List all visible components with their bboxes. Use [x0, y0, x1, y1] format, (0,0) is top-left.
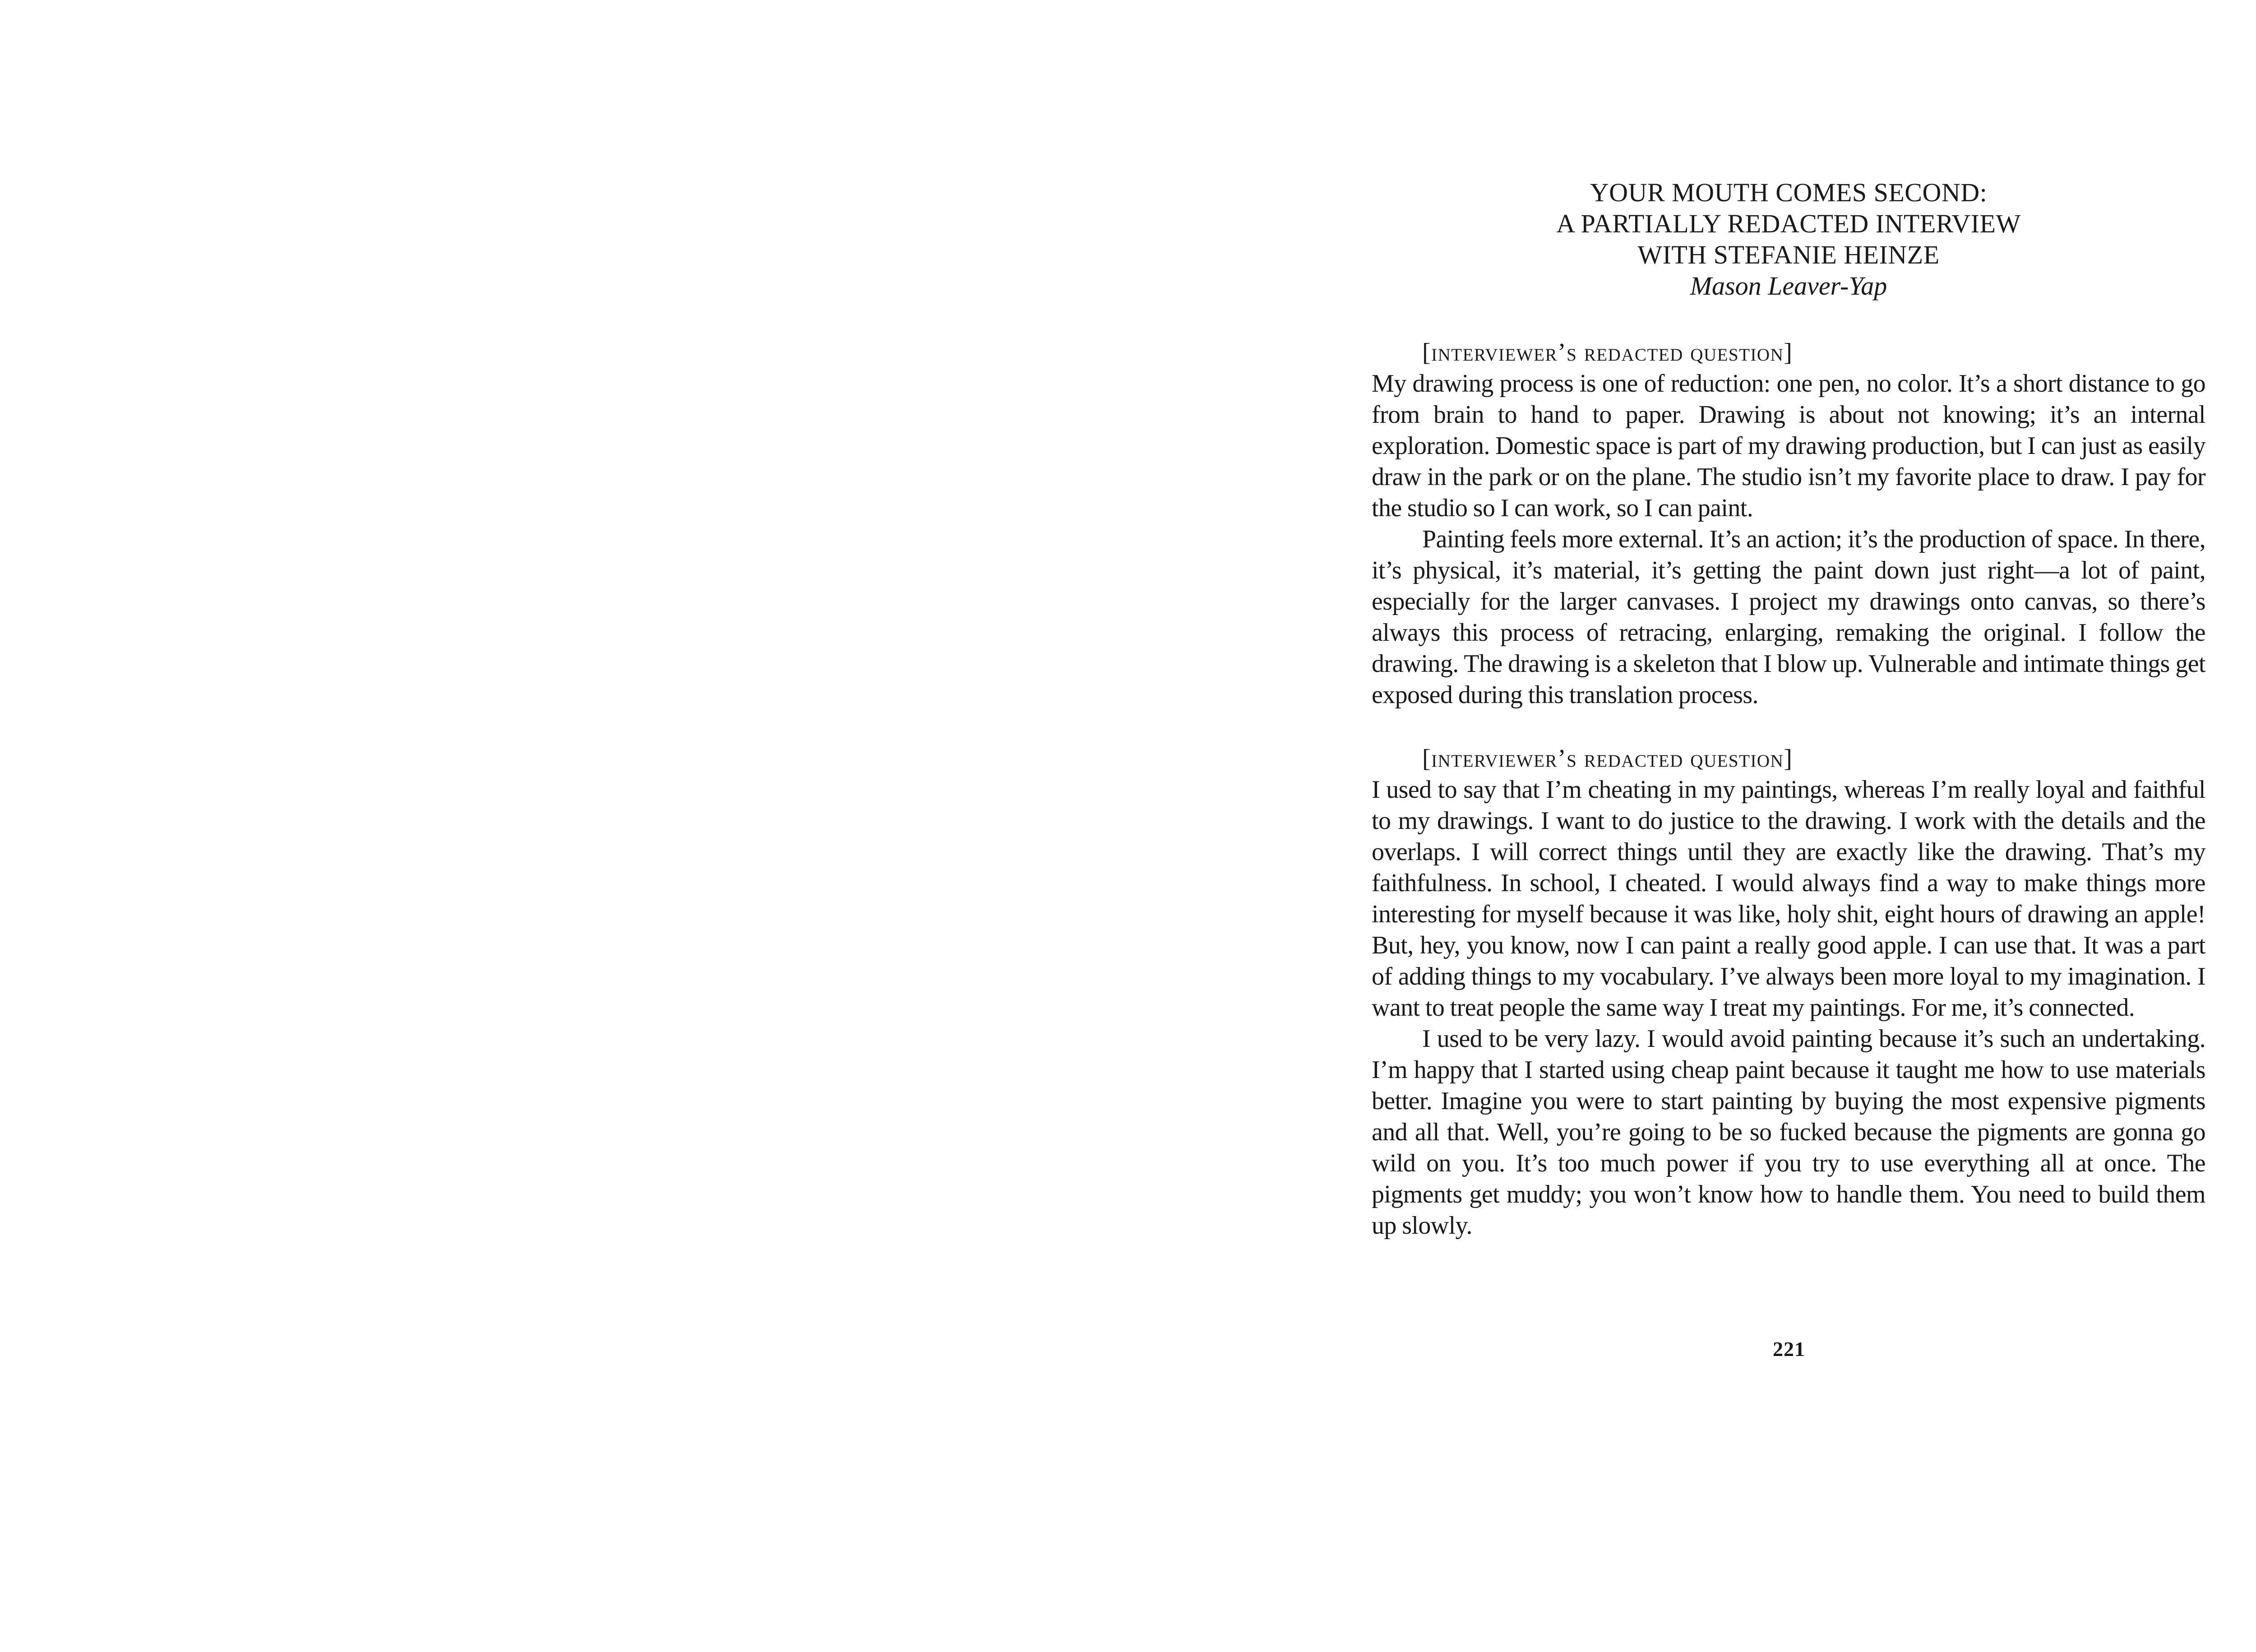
- redacted-question-2: [interviewer’s redacted question]: [1422, 745, 1793, 773]
- title-line-3: WITH STEFANIE HEINZE: [1637, 240, 1940, 269]
- title-line-1: YOUR MOUTH COMES SECOND:: [1590, 178, 1988, 207]
- answer-paragraph: My drawing process is one of reduction: one pen, no color. It’s a short distance to go from brain to hand to paper. Drawing is about not knowing; it’s an internal exploration. Domestic space is part of my drawing production, but I can just as easily draw in the park or on the plane. The studio isn’t my favorite place to draw. I pay for the studio so I can work, so I can paint.: [1372, 370, 2205, 522]
- answer-paragraph: I used to be very lazy. I would avoid painting because it’s such an undertaking. I’m happy that I started using cheap paint because it taught me how to use materials better. Imagine you were to start painting by buying the most expensive pigments and all that. Well, you’re going to be so fucked because the pigments are gonna go wild on you. It’s too much power if you try to use everything all at once. The pigments get muddy; you won’t know how to handle them. You need to build them up slowly.: [1372, 1025, 2205, 1240]
- interview-section-1: [1372, 337, 2205, 711]
- answer-paragraph: I used to say that I’m cheating in my paintings, whereas I’m really loyal and faithful to my drawings. I want to do justice to the drawing. I work with the details and the overlaps. I will correct things until they are exactly like the drawing. That’s my faithfulness. In school, I cheated. I would always find a way to make things more interesting for myself because it was like, holy shit, eight hours of drawing an apple! But, hey, you know, now I can paint a really good apple. I can use that. It was a part of adding things to my vocabulary. I’ve always been more loyal to my imagination. I want to treat people the same way I treat my paintings. For me, it’s connected.: [1372, 776, 2205, 1022]
- page-number: 221: [1773, 1337, 1805, 1360]
- article-heading: [1372, 177, 2205, 301]
- title-line-2: A PARTIALLY REDACTED INTERVIEW: [1556, 209, 2021, 238]
- redacted-question-1: [interviewer’s redacted question]: [1422, 338, 1793, 366]
- author-byline: Mason Leaver-Yap: [1690, 271, 1887, 301]
- interview-section-2: [1372, 743, 2205, 1241]
- answer-paragraph: Painting feels more external. It’s an action; it’s the production of space. In there, it’s physical, it’s material, it’s getting the paint down just right—a lot of paint, especially for the larger canvases. I project my drawings onto canvas, so there’s always this process of retracing, enlarging, remaking the original. I follow the drawing. The drawing is a skeleton that I blow up. Vulnerable and intimate things get exposed during this translation process.: [1372, 525, 2205, 709]
